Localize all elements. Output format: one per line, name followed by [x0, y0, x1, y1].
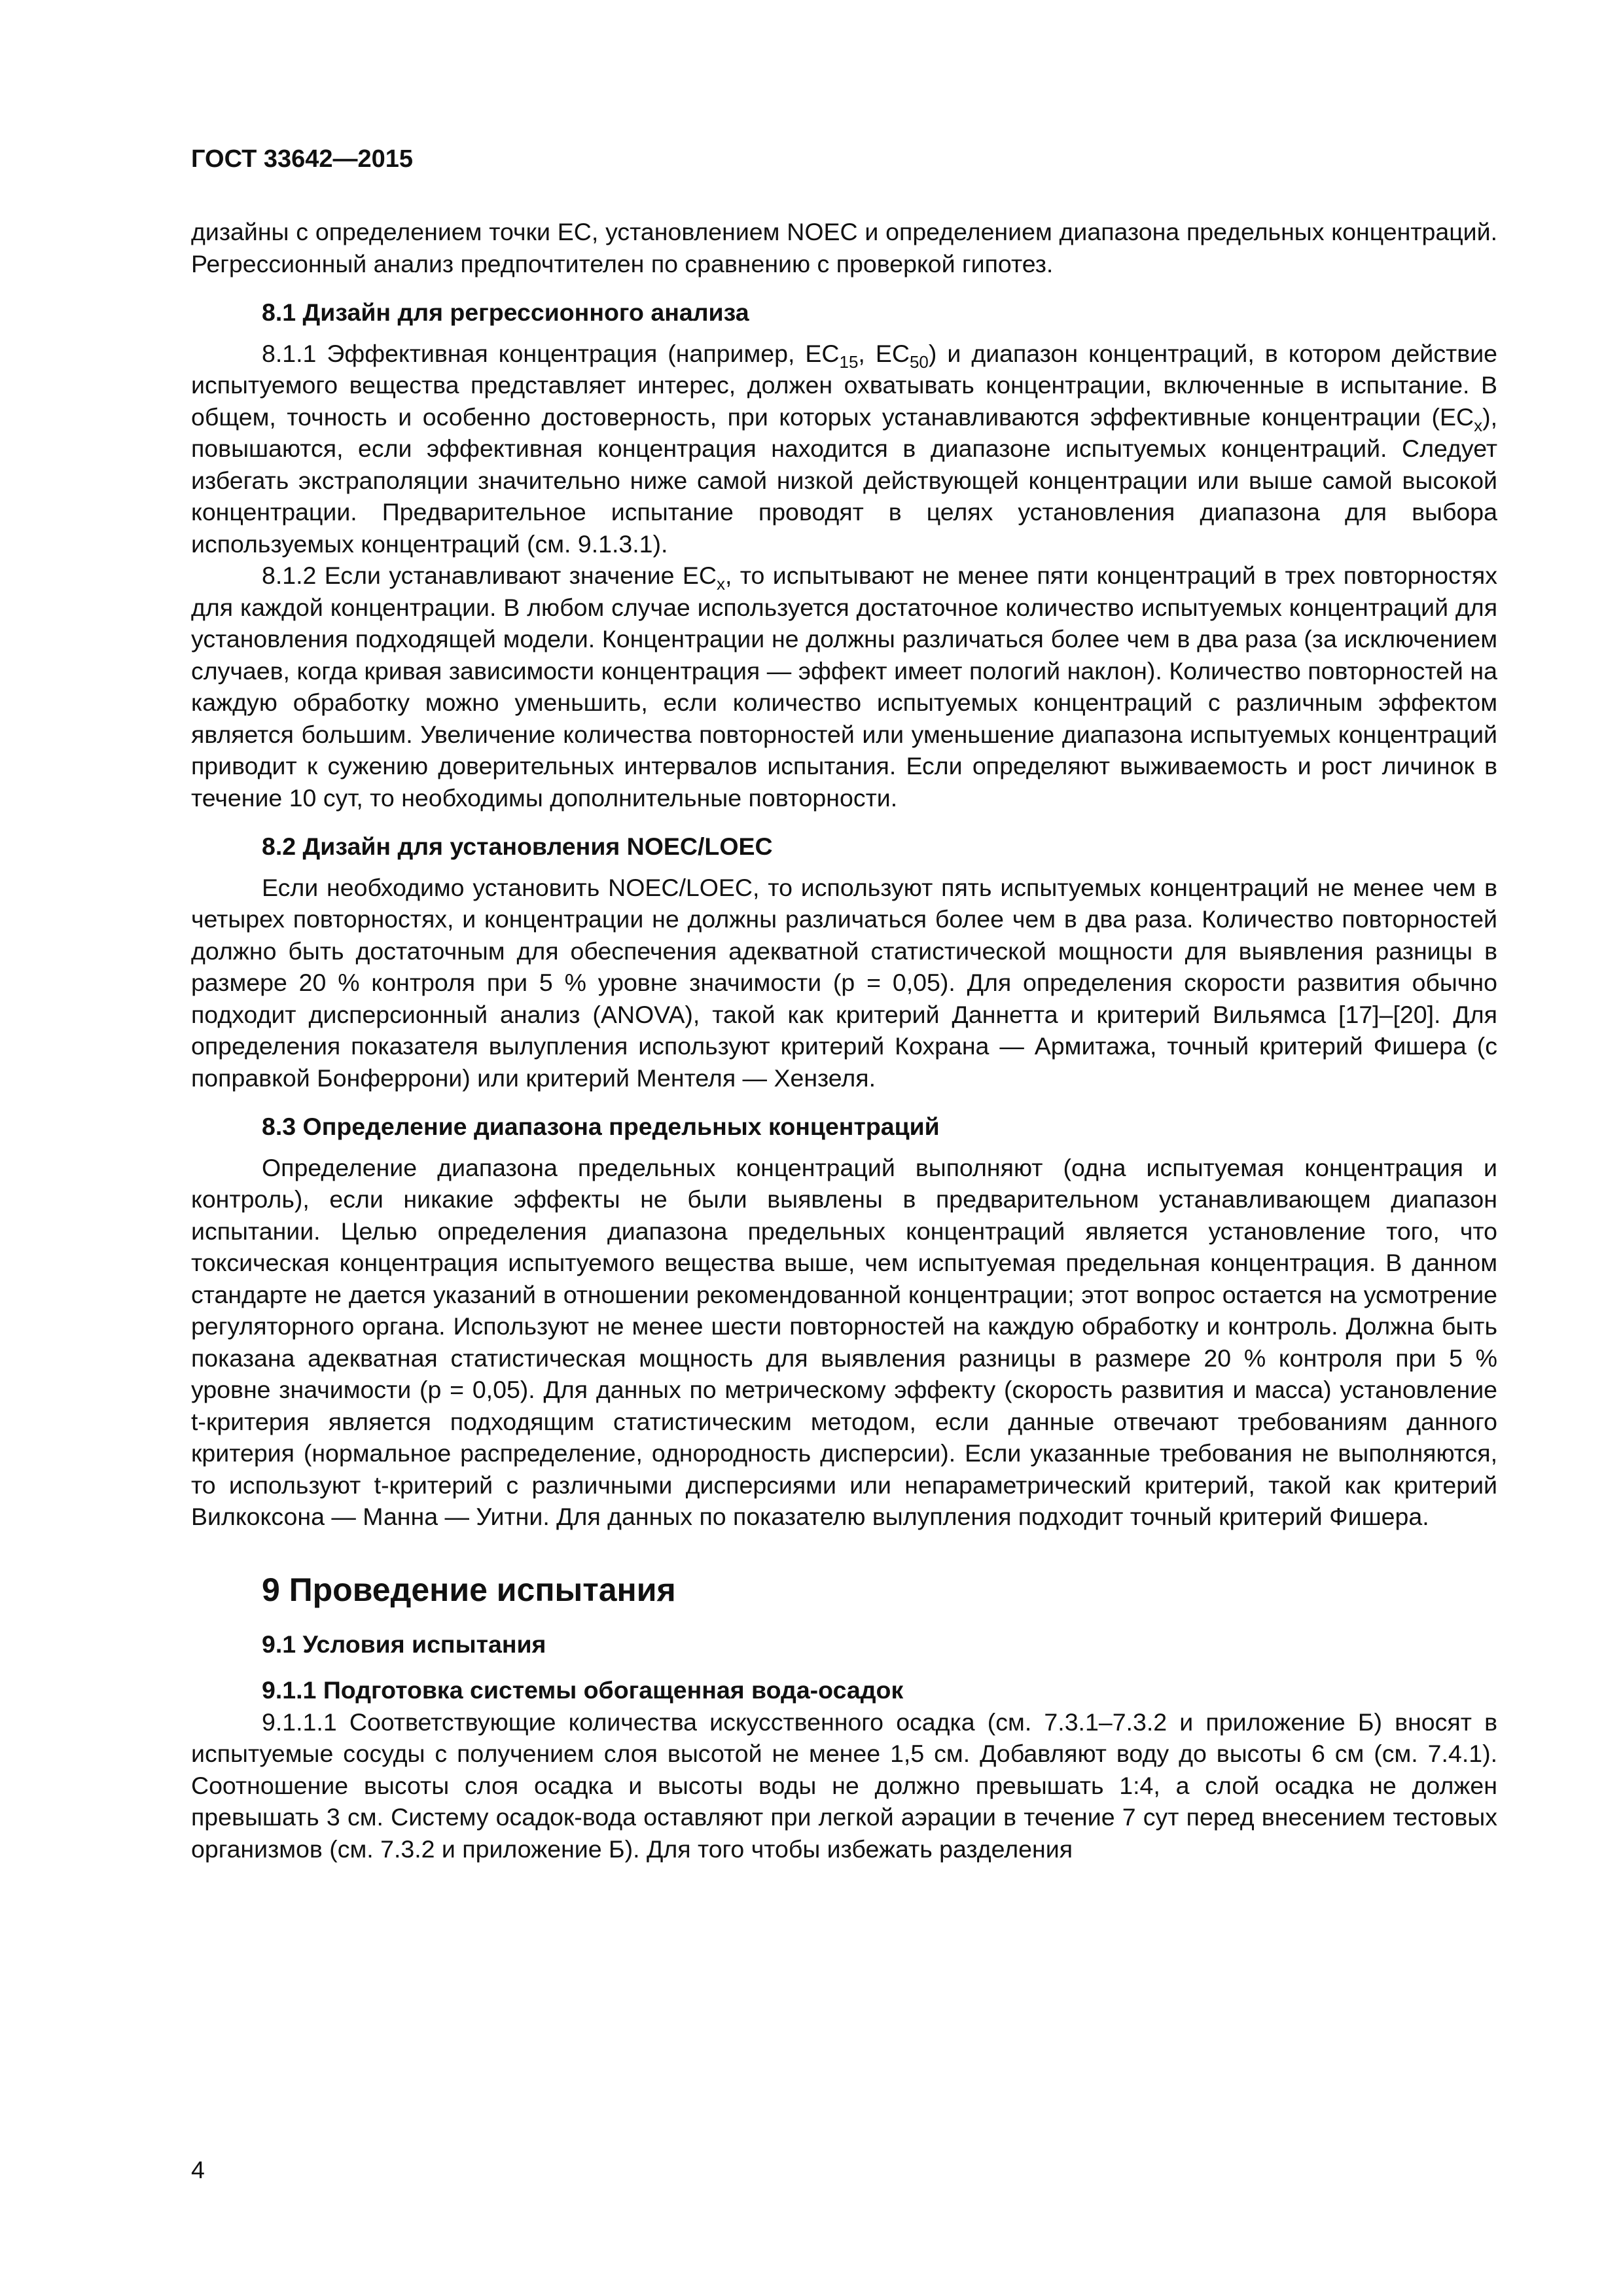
- section-8-1-heading: 8.1 Дизайн для регрессионного анализа: [262, 298, 749, 326]
- paragraph-8-1-1: 8.1.1 Эффективная концентрация (например, $ЕС_{15}$, $ЕС_{50}$) и диапазон концентраций, в котором действие испытуемого вещества представляет интерес, должен охватывать концентрации, включенные в испытание. В общем, точность и особенно достоверность, при которых устанавливаются эффективные концентрации $(ЕС_х)$, повышаются, если эффективная концентрация находится в диапазоне испытуемых концентраций. Следует избегать экстраполяции значительно ниже самой низкой действующей концентрации или выше самой высокой концентрации. Предварительное испытание проводят в целях установления диапазона для выбора используемых концентраций (см. 9.1.3.1).: [191, 339, 1498, 558]
- section-8-3-heading: 8.3 Определение диапазона предельных концентраций: [262, 1113, 940, 1140]
- paragraph-8-2: Если необходимо установить NOEC/LOEC, то используют пять испытуемых концентраций не менее чем в четырех повторностях, и концентрации не должны различаться более чем в два раза. Количество повторностей должно быть достаточным для обеспечения адекватной статистической мощности для выявления разницы в размере 20 % контроля при 5 % уровне значимости (р = 0,05). Для определения скорости развития обычно подходит дисперсионный анализ (ANOVA), такой как критерий Даннетта и критерий Вильямса [17]–[20]. Для определения показателя вылупления используют критерий Кохрана — Армитажа, точный критерий Фишера (с поправкой Бонферрони) или критерий Ментеля — Хензеля.: [191, 873, 1497, 1092]
- document-header: ГОСТ 33642—2015: [191, 145, 414, 173]
- section-9-1-heading: 9.1 Условия испытания: [262, 1630, 546, 1658]
- page-number: 4: [191, 2156, 205, 2183]
- paragraph-9-1-1-1: 9.1.1.1 Соответствующие количества искусственного осадка (см. 7.3.1–7.3.2 и приложение Б) вносят в испытуемые сосуды с получением слоя высотой не менее 1,5 см. Добавляют воду до высоты 6 см (см. 7.4.1). Соотношение высоты слоя осадка и высоты воды не должно превышать 1:4, а слой осадка не должен превышать 3 см. Систему осадок-вода оставляют при легкой аэрации в течение 7 сут перед внесением тестовых организмов (см. 7.3.2 и приложение Б). Для того чтобы избежать разделения: [191, 1708, 1497, 1863]
- section-9-1-1-heading: 9.1.1 Подготовка системы обогащенная вода-осадок: [262, 1676, 904, 1704]
- section-8-2-heading: 8.2 Дизайн для установления NOEC/LOEC: [262, 833, 773, 860]
- intro-paragraph: дизайны с определением точки ЕС, установлением NOEC и определением диапазона предельных концентраций. Регрессионный анализ предпочтителен по сравнению с проверкой гипотез.: [191, 218, 1497, 278]
- page-body: [191, 144, 1497, 1865]
- paragraph-8-1-2: 8.1.2 Если устанавливают значение $ЕС_х$, то испытывают не менее пяти концентраций в трех повторностях для каждой концентрации. В любом случае используется достаточное количество испытуемых концентраций для установления подходящей модели. Концентрации не должны различаться более чем в два раза (за исключением случаев, когда кривая зависимости концентрация — эффект имеет пологий наклон). Количество повторностей на каждую обработку можно уменьшить, если количество испытуемых концентраций с различным эффектом является большим. Увеличение количества повторностей или уменьшение диапазона испытуемых концентраций приводит к сужению доверительных интервалов испытания. Если определяют выживаемость и рост личинок в течение 10 сут, то необходимы дополнительные повторности.: [191, 562, 1497, 812]
- paragraph-8-3: Определение диапазона предельных концентраций выполняют (одна испытуемая концентрация и контроль), если никакие эффекты не были выявлены в предварительном устанавливающем диапазон испытании. Целью определения диапазона предельных концентраций является установление того, что токсическая концентрация испытуемого вещества выше, чем испытуемая предельная концентрация. В данном стандарте не дается указаний в отношении рекомендованной концентрации; этот вопрос остается на усмотрение регуляторного органа. Используют не менее шести повторностей на каждую обработку и контроль. Должна быть показана адекватная статистическая мощность для выявления разницы в размере 20 % контроля при 5 % уровне значимости (р = 0,05). Для данных по метрическому эффекту (скорость развития и масса) установление t-критерия является подходящим статистическим методом, если данные отвечают требованиям данного критерия (нормальное распределение, однородность дисперсии). Если указанные требования не выполняются, то используют t-критерий с различными дисперсиями или непараметрический критерий, такой как критерий Вилкоксона — Манна — Уитни. Для данных по показателю вылупления подходит точный критерий Фишера.: [191, 1153, 1497, 1530]
- section-9-heading: 9 Проведение испытания: [262, 1571, 676, 1608]
